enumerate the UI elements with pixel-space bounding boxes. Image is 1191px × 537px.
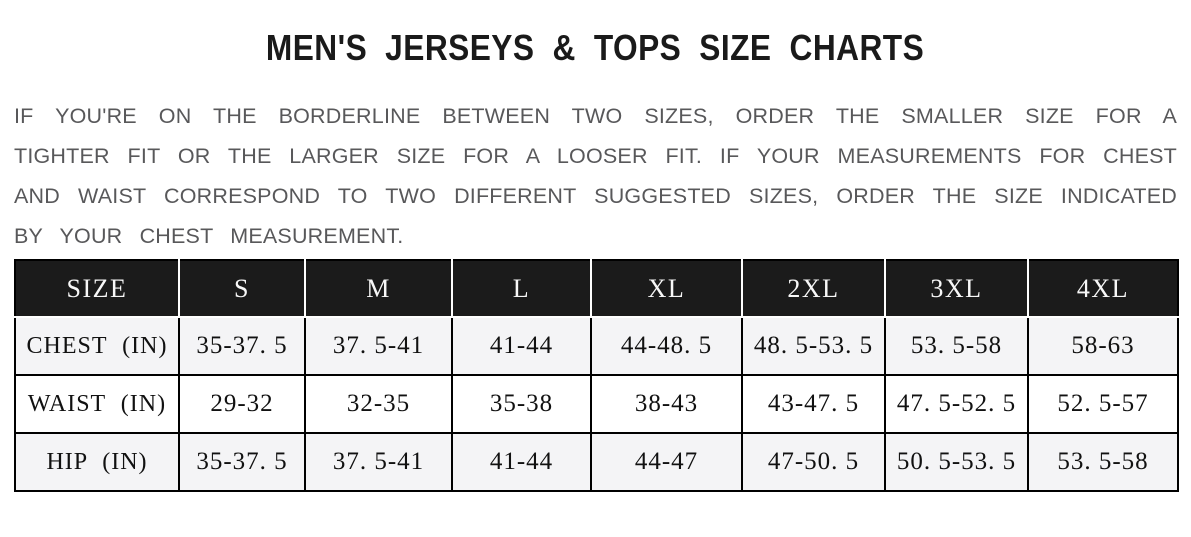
table-cell: 35-38: [452, 375, 591, 433]
size-chart-page: [0, 27, 1191, 492]
column-header-size: SIZE: [15, 260, 179, 317]
table-cell: 43-47. 5: [742, 375, 885, 433]
table-cell: 53. 5-58: [885, 317, 1028, 375]
table-cell: 44-48. 5: [591, 317, 742, 375]
row-label-hip: HIP (IN): [15, 433, 179, 491]
column-header-4xl: 4XL: [1028, 260, 1178, 317]
table-cell: 35-37. 5: [179, 317, 305, 375]
table-cell: 52. 5-57: [1028, 375, 1178, 433]
intro-line: TIGHTER FIT OR THE LARGER SIZE FOR A LOOSER FIT. IF YOUR MEASUREMENTS FOR CHEST: [14, 144, 1177, 168]
page-title: [14, 27, 1177, 69]
intro-line: BY YOUR CHEST MEASUREMENT.: [14, 224, 404, 248]
column-header-xl: XL: [591, 260, 742, 317]
intro-paragraph: [14, 96, 1177, 256]
column-header-3xl: 3XL: [885, 260, 1028, 317]
column-header-s: S: [179, 260, 305, 317]
table-row-waist: [15, 375, 1178, 433]
column-header-m: M: [305, 260, 452, 317]
table-cell: 37. 5-41: [305, 317, 452, 375]
table-cell: 47-50. 5: [742, 433, 885, 491]
intro-line: AND WAIST CORRESPOND TO TWO DIFFERENT SUGGESTED SIZES, ORDER THE SIZE INDICATED: [14, 184, 1177, 208]
table-cell: 35-37. 5: [179, 433, 305, 491]
table-cell: 50. 5-53. 5: [885, 433, 1028, 491]
table-cell: 38-43: [591, 375, 742, 433]
table-cell: 53. 5-58: [1028, 433, 1178, 491]
table-cell: 41-44: [452, 317, 591, 375]
column-header-2xl: 2XL: [742, 260, 885, 317]
table-cell: 44-47: [591, 433, 742, 491]
intro-line: IF YOU'RE ON THE BORDERLINE BETWEEN TWO SIZES, ORDER THE SMALLER SIZE FOR A: [14, 104, 1177, 128]
table-cell: 58-63: [1028, 317, 1178, 375]
size-chart-table: [14, 259, 1179, 492]
table-row-chest: [15, 317, 1178, 375]
header-row: [15, 260, 1178, 317]
column-header-l: L: [452, 260, 591, 317]
table-cell: 37. 5-41: [305, 433, 452, 491]
row-label-waist: WAIST (IN): [15, 375, 179, 433]
table-cell: 32-35: [305, 375, 452, 433]
page-title-text: MEN'S JERSEYS & TOPS SIZE CHARTS: [266, 27, 925, 68]
table-cell: 47. 5-52. 5: [885, 375, 1028, 433]
table-row-hip: [15, 433, 1178, 491]
table-cell: 29-32: [179, 375, 305, 433]
table-cell: 48. 5-53. 5: [742, 317, 885, 375]
table-cell: 41-44: [452, 433, 591, 491]
row-label-chest: CHEST (IN): [15, 317, 179, 375]
